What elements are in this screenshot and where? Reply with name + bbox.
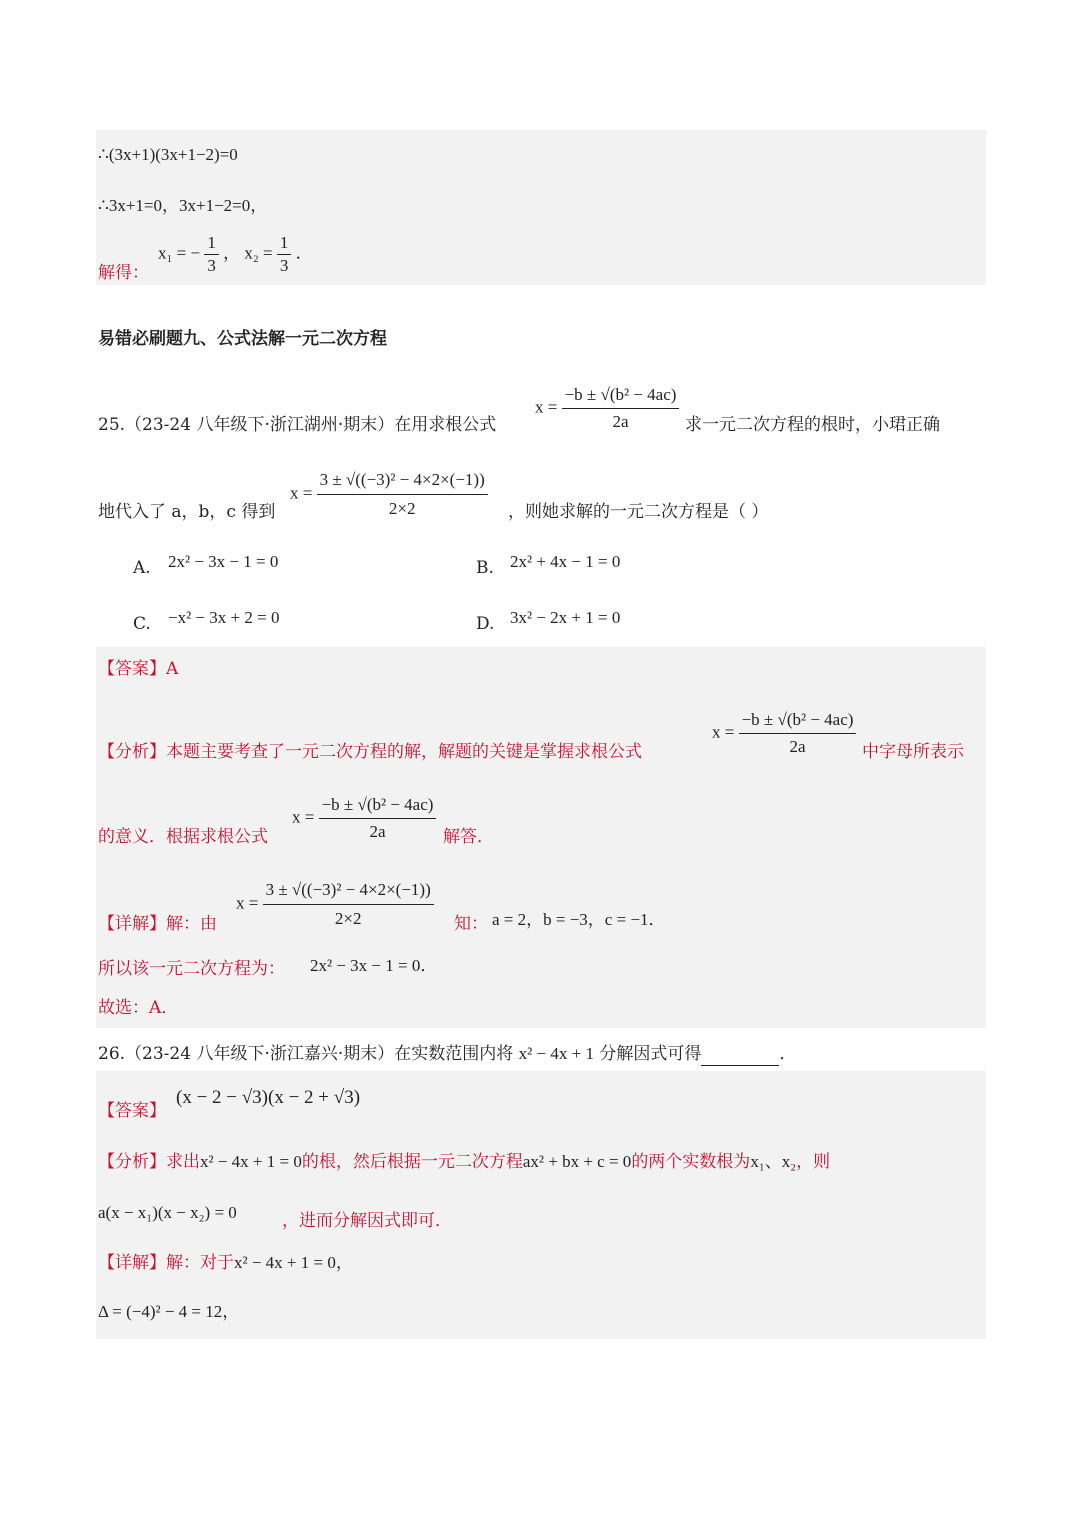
q25-detail-know: 知： — [454, 914, 488, 934]
sol24-line2: ∴3x+1=0，3x+1−2=0， — [98, 196, 268, 215]
option-d-text: 3x² − 2x + 1 = 0 — [510, 608, 621, 627]
option-d-label: D. — [476, 614, 495, 634]
q25-analysis-line2: 的意义．根据求根公式 — [98, 827, 268, 847]
option-b-text: 2x² + 4x − 1 = 0 — [510, 552, 621, 571]
option-c-text: −x² − 3x + 2 = 0 — [168, 608, 280, 627]
option-a-label: A. — [133, 558, 151, 578]
sol24-line1: ∴(3x+1)(3x+1−2)=0 — [98, 145, 238, 164]
q25-analysis: 【分析】本题主要考查了一元二次方程的解，解题的关键是掌握求根公式 — [98, 742, 642, 762]
option-a-text: 2x² − 3x − 1 = 0 — [168, 552, 279, 571]
q25-choose: 故选：A． — [98, 998, 179, 1018]
q25-detail-formula: x = $\frac{\text{3 ± √((−3)² − 4×2×(−1))}}{2\times 2}$ — [236, 876, 434, 933]
q25-detail: 【详解】解：由 — [98, 914, 217, 934]
section-title: 易错必刷题九、公式法解一元二次方程 — [98, 329, 387, 349]
sol24-x1: x₁ = − $\frac{1}{3}$ ， x₂ = $\frac{1}{3}$ ． — [158, 233, 313, 275]
q26-question: 26.（23-24 八年级下·浙江嘉兴·期末）在实数范围内将 x² − 4x + 1 分解因式可得 ． — [98, 1044, 797, 1064]
q25-analysis-formula: x = $\frac{\text{−b ± √(b² − 4ac)}}{2a}$ — [712, 707, 856, 760]
q25-answer: 【答案】A — [98, 659, 179, 679]
q26-answer-label: 【答案】 — [98, 1101, 166, 1121]
q25-line2-prefix: 地代入了 a，b，c 得到 — [98, 502, 276, 522]
q25-conclusion-eq: 2x² − 3x − 1 = 0． — [310, 956, 438, 975]
q26-answer: (x − 2 − √3)(x − 2 + √3) — [176, 1087, 361, 1108]
q26-analysis: 【分析】求出x² − 4x + 1 = 0的根，然后根据一元二次方程ax² + bx + c = 0的两个实数根为x₁、x₂，则 — [98, 1152, 831, 1172]
q26-delta: Δ = (−4)² − 4 = 12， — [98, 1302, 240, 1321]
q25-line2-suffix: ，则她求解的一元二次方程是（ ） — [508, 502, 769, 522]
q25-substitution: x = $\frac{\text{3 ± √((−3)² − 4×2×(−1))}}{2\times 2}$ — [290, 466, 488, 523]
option-c-label: C. — [133, 614, 151, 634]
q25-analysis-formula2: x = $\frac{\text{−b ± √(b² − 4ac)}}{2a}$ — [292, 792, 436, 845]
q25-suffix: 求一元二次方程的根时，小珺正确 — [685, 415, 940, 435]
q25-analysis-line2-suffix: 解答． — [443, 827, 494, 847]
q25-analysis-suffix: 中字母所表示 — [862, 742, 964, 762]
q26-answer-blank — [701, 1047, 779, 1066]
q26-analysis-line2-suffix: ，进而分解因式即可． — [282, 1211, 452, 1231]
q25-conclusion: 所以该一元二次方程为： — [98, 959, 285, 979]
sol24-label: 解得： — [98, 263, 149, 283]
q26-detail: 【详解】解：对于x² − 4x + 1 = 0， — [98, 1253, 353, 1273]
q25-prefix: 25.（23-24 八年级下·浙江湖州·期末）在用求根公式 — [98, 415, 497, 435]
q25-detail-values: a = 2，b = −3，c = −1． — [492, 910, 666, 929]
option-b-label: B. — [476, 558, 494, 578]
q25-formula: x = $\frac{\text{−b ± √(b² − 4ac)}}{2a}$ — [535, 382, 679, 435]
q26-analysis-line2: a(x − x₁)(x − x₂) = 0 — [98, 1203, 237, 1222]
